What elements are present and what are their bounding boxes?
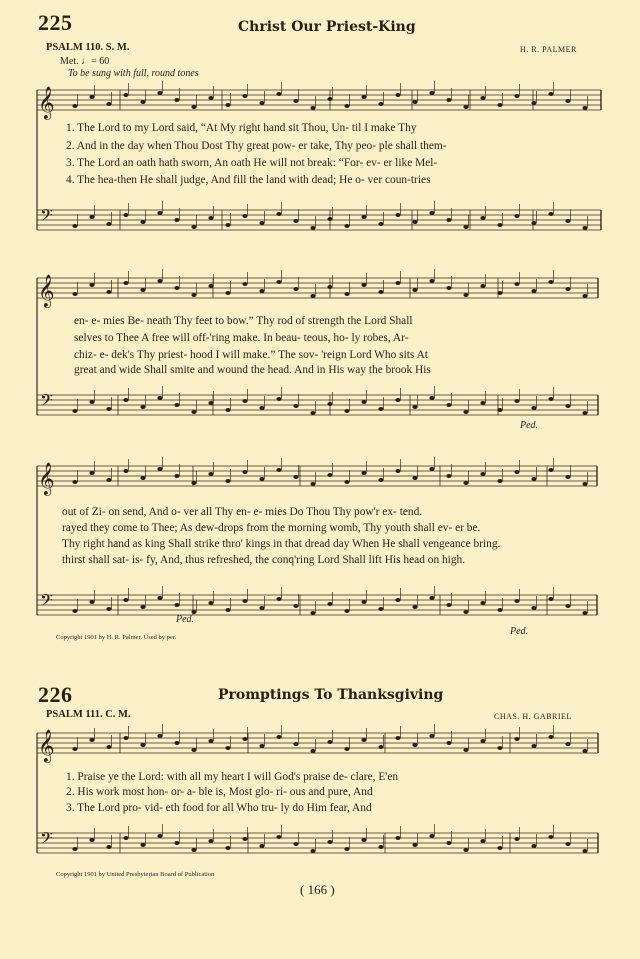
- note-head: [293, 604, 298, 608]
- note-head: [548, 468, 553, 472]
- note-head: [429, 834, 434, 838]
- note-head: [208, 284, 213, 288]
- note-head: [361, 215, 366, 219]
- note-head: [480, 601, 485, 605]
- note-head: [344, 224, 349, 228]
- note-head: [140, 405, 145, 409]
- note-head: [344, 292, 349, 296]
- note-head: [276, 735, 281, 739]
- hymn-225-s2-verse-4: great and wide Shall smite and wound the head. And in His way the brook His: [74, 364, 431, 376]
- note-head: [412, 743, 417, 747]
- note-head: [565, 742, 570, 746]
- note-head: [582, 294, 587, 298]
- note-head: [344, 480, 349, 484]
- note-head: [344, 609, 349, 613]
- note-head: [310, 482, 315, 486]
- note-head: [259, 477, 264, 481]
- hymn-225-s3-verse-3: Thy right hand as king Shall strike thro' kings in that dread day When He shall vengeance bring.: [62, 538, 501, 550]
- note-head: [208, 401, 213, 405]
- note-head: [412, 476, 417, 480]
- note-head: [225, 479, 230, 483]
- note-head: [378, 407, 383, 411]
- bass-clef-icon: 𝄢: [40, 828, 53, 852]
- note-head: [531, 406, 536, 410]
- note-head: [395, 598, 400, 602]
- note-head: [225, 608, 230, 612]
- hymn-226-number: 226: [38, 682, 73, 707]
- note-head: [225, 291, 230, 295]
- note-head: [89, 838, 94, 842]
- note-head: [72, 747, 77, 751]
- note-head: [106, 222, 111, 226]
- note-head: [497, 103, 502, 107]
- note-head: [123, 281, 128, 285]
- note-head: [72, 104, 77, 108]
- note-head: [72, 292, 77, 296]
- hymn-225-s2-verse-2: selves to Thee A free will off-'ring make. In beau- teous, ho- ly robes, Ar-: [74, 332, 409, 344]
- bass-clef-icon: 𝄢: [40, 205, 53, 229]
- note-head: [157, 467, 162, 471]
- note-head: [565, 219, 570, 223]
- note-head: [310, 849, 315, 853]
- note-head: [463, 410, 468, 414]
- note-head: [276, 468, 281, 472]
- hymn-225-s2-verse-1: en- e- mies Be- neath Thy feet to bow.” Thy rod of strength the Lord Shall: [74, 315, 413, 327]
- note-head: [582, 482, 587, 486]
- note-head: [106, 607, 111, 611]
- note-head: [242, 94, 247, 98]
- note-head: [480, 284, 485, 288]
- note-head: [310, 749, 315, 753]
- hymn-226-verse-2: 2. His work most hon- or- a- ble is, Most glo- ri- ous and pure, And: [66, 786, 373, 798]
- note-head: [446, 603, 451, 607]
- note-head: [548, 92, 553, 96]
- note-head: [123, 93, 128, 97]
- note-head: [225, 223, 230, 227]
- note-head: [293, 287, 298, 291]
- note-head: [429, 211, 434, 215]
- note-head: [89, 738, 94, 742]
- pedal-mark: Ped.: [176, 614, 195, 625]
- note-head: [174, 403, 179, 407]
- note-head: [361, 600, 366, 604]
- note-head: [191, 293, 196, 297]
- note-head: [259, 221, 264, 225]
- note-head: [361, 838, 366, 842]
- hymn-225-meter: PSALM 110. S. M.: [46, 42, 130, 53]
- note-head: [242, 737, 247, 741]
- note-head: [480, 839, 485, 843]
- note-head: [208, 739, 213, 743]
- note-head: [89, 215, 94, 219]
- note-head: [327, 402, 332, 406]
- note-head: [497, 408, 502, 412]
- hymn-225-s1-verse-3: 3. The Lord an oath hath sworn, An oath He will not break: “For- ev- er like Mel-: [66, 157, 438, 169]
- note-head: [446, 403, 451, 407]
- note-head: [514, 282, 519, 286]
- note-head: [242, 399, 247, 403]
- pedal-mark: Ped.: [520, 420, 539, 431]
- hymn-225-s3-verse-2: rayed they come to Thee; As dew-drops from the morning womb, Thy youth shall ev- er be.: [62, 522, 481, 534]
- hymn-225-number: 225: [38, 10, 73, 35]
- note-head: [327, 602, 332, 606]
- note-head: [123, 469, 128, 473]
- note-head: [531, 101, 536, 105]
- note-head: [412, 843, 417, 847]
- note-head: [123, 398, 128, 402]
- note-head: [191, 481, 196, 485]
- note-head: [89, 471, 94, 475]
- note-head: [174, 741, 179, 745]
- note-head: [72, 609, 77, 613]
- note-head: [276, 212, 281, 216]
- note-head: [395, 213, 400, 217]
- note-head: [497, 223, 502, 227]
- note-head: [582, 749, 587, 753]
- note-head: [480, 96, 485, 100]
- note-head: [106, 407, 111, 411]
- note-head: [344, 747, 349, 751]
- note-head: [582, 226, 587, 230]
- note-head: [395, 469, 400, 473]
- hymn-226-verse-3: 3. The Lord pro- vid- eth food for all Who tru- ly do Him fear, And: [66, 802, 372, 814]
- note-head: [378, 745, 383, 749]
- note-head: [378, 845, 383, 849]
- note-head: [174, 603, 179, 607]
- note-head: [429, 396, 434, 400]
- note-head: [395, 281, 400, 285]
- note-head: [225, 103, 230, 107]
- note-head: [531, 744, 536, 748]
- note-head: [565, 404, 570, 408]
- note-head: [531, 477, 536, 481]
- note-head: [293, 742, 298, 746]
- note-head: [259, 101, 264, 105]
- pedal-mark: Ped.: [510, 626, 529, 637]
- hymn-225-s3-verse-1: out of Zi- on send, And o- ver all Thy en- e- mies Do Thou Thy pow'r ex- tend.: [62, 506, 423, 518]
- note-head: [310, 611, 315, 615]
- note-head: [531, 289, 536, 293]
- hymn-225-s1-verse-4: 4. The hea-then He shall judge, And fill the land with dead; He o- ver coun-tries: [66, 174, 431, 186]
- note-head: [463, 105, 468, 109]
- note-head: [361, 471, 366, 475]
- hymn-226-title: Promptings To Thanksgiving: [218, 687, 444, 703]
- note-head: [106, 845, 111, 849]
- hymn-225-s1-verse-1: 1. The Lord to my Lord said, “At My right hand sit Thou, Un- til I make Thy: [66, 122, 417, 134]
- note-head: [344, 104, 349, 108]
- note-head: [429, 596, 434, 600]
- note-head: [242, 282, 247, 286]
- note-head: [327, 740, 332, 744]
- note-head: [514, 214, 519, 218]
- note-head: [531, 844, 536, 848]
- hymn-225-composer: H. R. PALMER: [520, 45, 577, 54]
- note-head: [259, 844, 264, 848]
- note-head: [123, 598, 128, 602]
- note-head: [293, 475, 298, 479]
- note-head: [174, 286, 179, 290]
- note-head: [208, 839, 213, 843]
- note-head: [497, 291, 502, 295]
- note-head: [395, 398, 400, 402]
- note-head: [89, 283, 94, 287]
- note-head: [123, 213, 128, 217]
- note-head: [378, 222, 383, 226]
- note-head: [191, 105, 196, 109]
- note-head: [463, 610, 468, 614]
- note-head: [72, 480, 77, 484]
- note-head: [140, 743, 145, 747]
- note-head: [157, 396, 162, 400]
- note-head: [191, 225, 196, 229]
- note-head: [565, 604, 570, 608]
- note-head: [208, 96, 213, 100]
- note-head: [310, 106, 315, 110]
- note-head: [412, 288, 417, 292]
- note-head: [157, 734, 162, 738]
- note-head: [514, 837, 519, 841]
- note-head: [361, 400, 366, 404]
- treble-clef-icon: 𝄞: [38, 274, 55, 307]
- note-head: [208, 601, 213, 605]
- note-head: [548, 280, 553, 284]
- note-head: [514, 737, 519, 741]
- treble-clef-icon: 𝄞: [38, 729, 55, 762]
- note-head: [242, 214, 247, 218]
- note-head: [225, 408, 230, 412]
- note-head: [191, 848, 196, 852]
- note-head: [225, 746, 230, 750]
- hymn-225-s1-verse-2: 2. And in the day when Thou Dost Thy great pow- er take, Thy peo- ple shall them-: [66, 140, 447, 152]
- note-head: [140, 100, 145, 104]
- note-head: [497, 846, 502, 850]
- note-head: [72, 224, 77, 228]
- note-head: [361, 738, 366, 742]
- page-number: ( 166 ): [300, 882, 335, 897]
- note-head: [174, 841, 179, 845]
- note-head: [412, 605, 417, 609]
- note-head: [395, 836, 400, 840]
- note-head: [582, 611, 587, 615]
- note-head: [327, 473, 332, 477]
- note-head: [582, 411, 587, 415]
- note-head: [429, 279, 434, 283]
- note-head: [276, 397, 281, 401]
- note-head: [310, 411, 315, 415]
- note-head: [157, 211, 162, 215]
- note-head: [497, 479, 502, 483]
- note-head: [480, 216, 485, 220]
- note-head: [276, 92, 281, 96]
- note-head: [548, 397, 553, 401]
- note-head: [157, 596, 162, 600]
- note-head: [89, 95, 94, 99]
- note-head: [412, 405, 417, 409]
- tempo-instruction: To be sung with full, round tones: [68, 68, 199, 79]
- hymn-225-copyright: Copyright 1901 by H. R. Palmer. Used by per.: [56, 634, 177, 641]
- note-head: [548, 212, 553, 216]
- metronome-mark: Met. ♩= 60: [60, 56, 110, 67]
- note-head: [463, 293, 468, 297]
- note-head: [446, 98, 451, 102]
- note-head: [463, 848, 468, 852]
- note-head: [191, 748, 196, 752]
- note-head: [395, 93, 400, 97]
- note-head: [276, 597, 281, 601]
- note-head: [514, 470, 519, 474]
- note-head: [293, 842, 298, 846]
- hymn-225-s3-verse-4: thirst shall sat- is- fy, And, thus refreshed, the conq'ring Lord Shall lift His head on high.: [62, 554, 466, 566]
- note-head: [480, 401, 485, 405]
- note-head: [327, 217, 332, 221]
- note-head: [446, 218, 451, 222]
- note-head: [446, 474, 451, 478]
- note-head: [514, 94, 519, 98]
- note-head: [378, 290, 383, 294]
- note-head: [395, 736, 400, 740]
- note-head: [276, 280, 281, 284]
- hymn-225-s2-verse-3: chiz- e- dek's Thy priest- hood I will make.” The sov- 'reign Lord Who sits At: [74, 349, 428, 361]
- note-head: [429, 467, 434, 471]
- hymn-226-copyright: Copyright 1901 by United Presbyterian Board of Publication: [56, 871, 215, 878]
- note-head: [497, 746, 502, 750]
- note-head: [72, 409, 77, 413]
- note-head: [259, 406, 264, 410]
- bass-clef-icon: 𝄢: [40, 590, 53, 614]
- note-head: [293, 219, 298, 223]
- note-head: [327, 97, 332, 101]
- note-head: [140, 288, 145, 292]
- note-head: [140, 605, 145, 609]
- treble-clef-icon: 𝄞: [38, 86, 55, 119]
- note-head: [89, 400, 94, 404]
- hymn-225-title: Christ Our Priest-King: [238, 19, 416, 35]
- note-head: [565, 287, 570, 291]
- note-head: [157, 91, 162, 95]
- note-head: [378, 607, 383, 611]
- note-head: [582, 106, 587, 110]
- note-head: [157, 834, 162, 838]
- note-head: [463, 481, 468, 485]
- note-head: [242, 470, 247, 474]
- note-head: [531, 221, 536, 225]
- note-head: [259, 744, 264, 748]
- note-head: [548, 735, 553, 739]
- note-head: [446, 741, 451, 745]
- note-head: [327, 840, 332, 844]
- note-head: [327, 285, 332, 289]
- note-head: [514, 399, 519, 403]
- note-head: [463, 225, 468, 229]
- note-head: [429, 734, 434, 738]
- note-head: [480, 739, 485, 743]
- note-head: [565, 475, 570, 479]
- note-head: [276, 835, 281, 839]
- note-head: [582, 849, 587, 853]
- note-head: [106, 745, 111, 749]
- hymn-226-verse-1: 1. Praise ye the Lord: with all my heart I will God's praise de- clare, E'en: [66, 771, 399, 783]
- note-head: [191, 410, 196, 414]
- hymn-226-meter: PSALM 111. C. M.: [46, 709, 131, 720]
- note-head: [463, 748, 468, 752]
- hymn-226-composer: CHAS. H. GABRIEL: [494, 712, 572, 721]
- note-head: [293, 404, 298, 408]
- note-head: [259, 606, 264, 610]
- note-head: [361, 283, 366, 287]
- note-head: [157, 279, 162, 283]
- note-head: [293, 99, 298, 103]
- note-head: [446, 286, 451, 290]
- note-head: [242, 599, 247, 603]
- note-head: [361, 95, 366, 99]
- note-head: [174, 98, 179, 102]
- note-head: [140, 843, 145, 847]
- note-head: [514, 599, 519, 603]
- note-head: [106, 478, 111, 482]
- treble-clef-icon: 𝄞: [38, 462, 55, 495]
- note-head: [310, 294, 315, 298]
- note-head: [497, 608, 502, 612]
- note-head: [412, 100, 417, 104]
- note-head: [174, 474, 179, 478]
- note-head: [208, 472, 213, 476]
- note-head: [140, 220, 145, 224]
- note-head: [174, 218, 179, 222]
- note-head: [259, 289, 264, 293]
- note-head: [225, 846, 230, 850]
- note-head: [378, 478, 383, 482]
- note-head: [548, 835, 553, 839]
- note-head: [89, 600, 94, 604]
- note-head: [72, 847, 77, 851]
- note-head: [565, 99, 570, 103]
- note-head: [446, 841, 451, 845]
- note-head: [548, 597, 553, 601]
- note-head: [344, 409, 349, 413]
- note-head: [106, 102, 111, 106]
- note-head: [531, 606, 536, 610]
- note-head: [412, 220, 417, 224]
- note-head: [242, 837, 247, 841]
- note-head: [310, 226, 315, 230]
- note-head: [123, 836, 128, 840]
- note-head: [123, 736, 128, 740]
- note-head: [208, 216, 213, 220]
- note-head: [378, 102, 383, 106]
- note-head: [106, 290, 111, 294]
- note-head: [429, 91, 434, 95]
- bass-clef-icon: 𝄢: [40, 390, 53, 414]
- note-head: [480, 472, 485, 476]
- note-head: [140, 476, 145, 480]
- note-head: [565, 842, 570, 846]
- note-head: [344, 847, 349, 851]
